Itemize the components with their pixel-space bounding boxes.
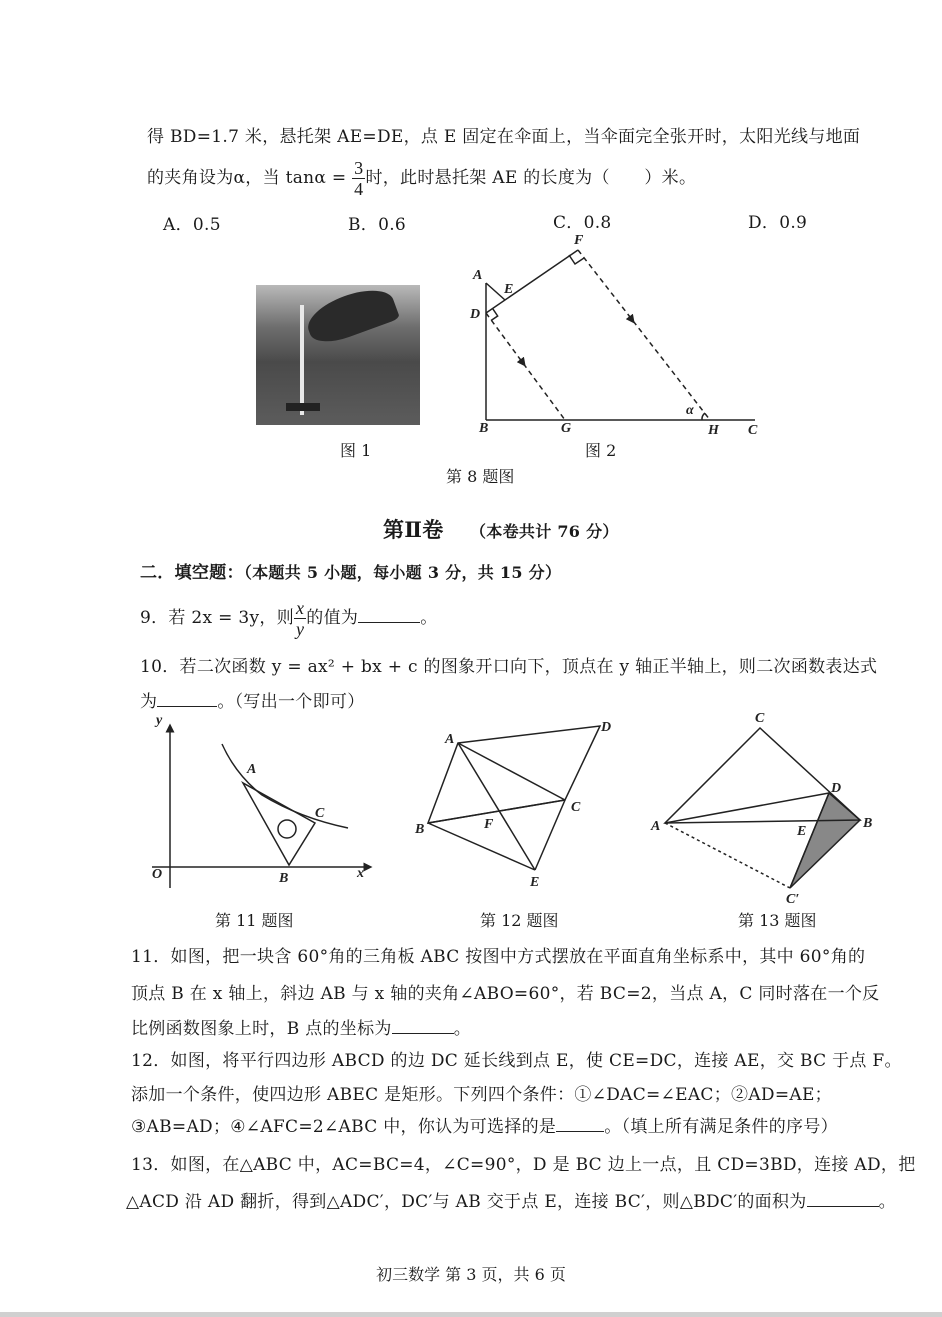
fig11-label-a: A <box>247 762 257 777</box>
fig12-label-b: B <box>415 822 425 837</box>
q10-text-a: 为 <box>140 692 158 712</box>
q9-text-b: 的值为 <box>306 608 359 628</box>
q8-line2-text-a: 的夹角设为α，当 tanα = <box>147 168 353 188</box>
section-subtitle: （本卷共计 76 分） <box>470 522 619 541</box>
fig11-label-y: y <box>156 713 163 728</box>
fig11-label-b: B <box>279 871 289 886</box>
q10-answer-blank[interactable] <box>157 692 217 707</box>
part2-heading: 二．填空题： <box>140 563 244 583</box>
fig2-label-d: D <box>470 307 481 322</box>
q11-line3 <box>131 1014 471 1039</box>
q10-text-b: 。（写出一个即可） <box>217 692 365 712</box>
q8-option-d: D．0.9 <box>748 213 808 233</box>
q11-answer-blank[interactable] <box>392 1019 454 1034</box>
fig2-label-g: G <box>561 421 572 436</box>
q12-answer-blank[interactable] <box>556 1117 604 1132</box>
fig12-label-a: A <box>445 732 455 747</box>
q13-answer-blank[interactable] <box>807 1192 879 1207</box>
fig12-label-f: F <box>484 817 494 832</box>
q8-fig2 <box>486 250 755 420</box>
q8-option-a: A．0.5 <box>163 215 221 235</box>
fig2-caption: 图 2 <box>585 441 617 460</box>
q8-figure-caption: 第 8 题图 <box>446 467 515 486</box>
fig13-label-b: B <box>863 816 873 831</box>
fig13-caption: 第 13 题图 <box>738 911 817 930</box>
q8-option-c: C．0.8 <box>553 213 612 233</box>
q12-line2: 添加一个条件，使四边形 ABEC 是矩形。下列四个条件：①∠DAC=∠EAC；②AD=AE； <box>131 1085 832 1105</box>
part2-note: （本题共 5 小题，每小题 3 分，共 15 分） <box>243 563 562 582</box>
fig2-label-c: C <box>748 423 758 438</box>
fig1-caption: 图 1 <box>340 441 372 460</box>
fig11-label-c: C <box>315 806 325 821</box>
q11-line2: 顶点 B 在 x 轴上，斜边 AB 与 x 轴的夹角∠ABO=60°，若 BC=2，当点 A，C 同时落在一个反 <box>131 984 880 1004</box>
q10-line1: 10．若二次函数 y = ax² + bx + c 的图象开口向下，顶点在 y 轴正半轴上，则二次函数表达式 <box>140 657 878 677</box>
fig2-label-alpha: α <box>686 403 694 418</box>
fig13-label-a: A <box>651 819 661 834</box>
q9-text-a: 9．若 2x = 3y，则 <box>140 608 294 628</box>
q11-figure <box>152 728 368 888</box>
q12-figure <box>428 726 600 870</box>
fig13-label-c-prime: C′ <box>786 892 800 907</box>
fraction-denominator: y <box>296 619 305 639</box>
q8-option-b: B．0.6 <box>348 215 407 235</box>
q12-line1: 12．如图，将平行四边形 ABCD 的边 DC 延长线到点 E，使 CE=DC，连接 AE，交 BC 于点 F。 <box>131 1051 902 1071</box>
fig2-label-h: H <box>708 423 719 438</box>
fig11-caption: 第 11 题图 <box>215 911 294 930</box>
fig2-label-f: F <box>574 233 584 248</box>
q9-answer-blank[interactable] <box>358 608 420 623</box>
q13-text-b: 。 <box>878 1192 896 1212</box>
q13-line1: 13．如图，在△ABC 中，AC=BC=4，∠C=90°，D 是 BC 边上一点，且 CD=3BD，连接 AD，把 <box>131 1155 916 1175</box>
q9 <box>140 598 438 639</box>
fig12-caption: 第 12 题图 <box>480 911 559 930</box>
fig12-label-e: E <box>530 875 540 890</box>
fig2-label-a: A <box>473 268 483 283</box>
fig11-label-o: O <box>152 867 163 882</box>
q12-text-b: 。（填上所有满足条件的序号） <box>604 1117 838 1137</box>
fraction-numerator: 3 <box>354 158 364 178</box>
q12-text-a: ③AB=AD；④∠AFC=2∠ABC 中，你认为可选择的是 <box>131 1117 557 1137</box>
q10-line2 <box>140 687 365 712</box>
q13-line2 <box>126 1187 896 1212</box>
q8-line1: 得 BD=1.7 米，悬托架 AE=DE，点 E 固定在伞面上，当伞面完全张开时，太阳光线与地面 <box>147 127 861 147</box>
fraction-numerator: x <box>296 598 305 618</box>
q11-line1: 11．如图，把一块含 60°角的三角板 ABC 按图中方式摆放在平面直角坐标系中，其中 60°角的 <box>131 947 866 967</box>
fig13-label-d: D <box>831 781 842 796</box>
section-title: 第Ⅱ卷 <box>383 517 444 542</box>
fraction-denominator: 4 <box>354 179 364 199</box>
fig13-label-c: C <box>755 711 765 726</box>
fig12-label-d: D <box>601 720 612 735</box>
page-footer: 初三数学 第 3 页，共 6 页 <box>376 1265 566 1284</box>
q11-text-a: 比例函数图象上时，B 点的坐标为 <box>131 1019 392 1039</box>
q9-fraction <box>294 598 306 639</box>
q8-line2-text-b: 时，此时悬托架 AE 的长度为（ ）米。 <box>365 168 697 188</box>
fig2-label-b: B <box>479 421 489 436</box>
fig11-label-x: x <box>357 866 364 881</box>
q11-text-b: 。 <box>453 1019 472 1039</box>
part2-title <box>140 558 561 583</box>
q12-line3 <box>131 1112 838 1137</box>
q13-text-a: △ACD 沿 AD 翻折，得到△ADC′，DC′与 AB 交于点 E，连接 BC′，则△BDC′的面积为 <box>126 1192 807 1212</box>
page-edge <box>0 1312 942 1317</box>
fig13-label-e: E <box>797 824 807 839</box>
q9-text-end: 。 <box>420 608 438 628</box>
fig2-label-e: E <box>504 282 514 297</box>
fig12-label-c: C <box>571 800 581 815</box>
q13-figure <box>665 728 860 888</box>
